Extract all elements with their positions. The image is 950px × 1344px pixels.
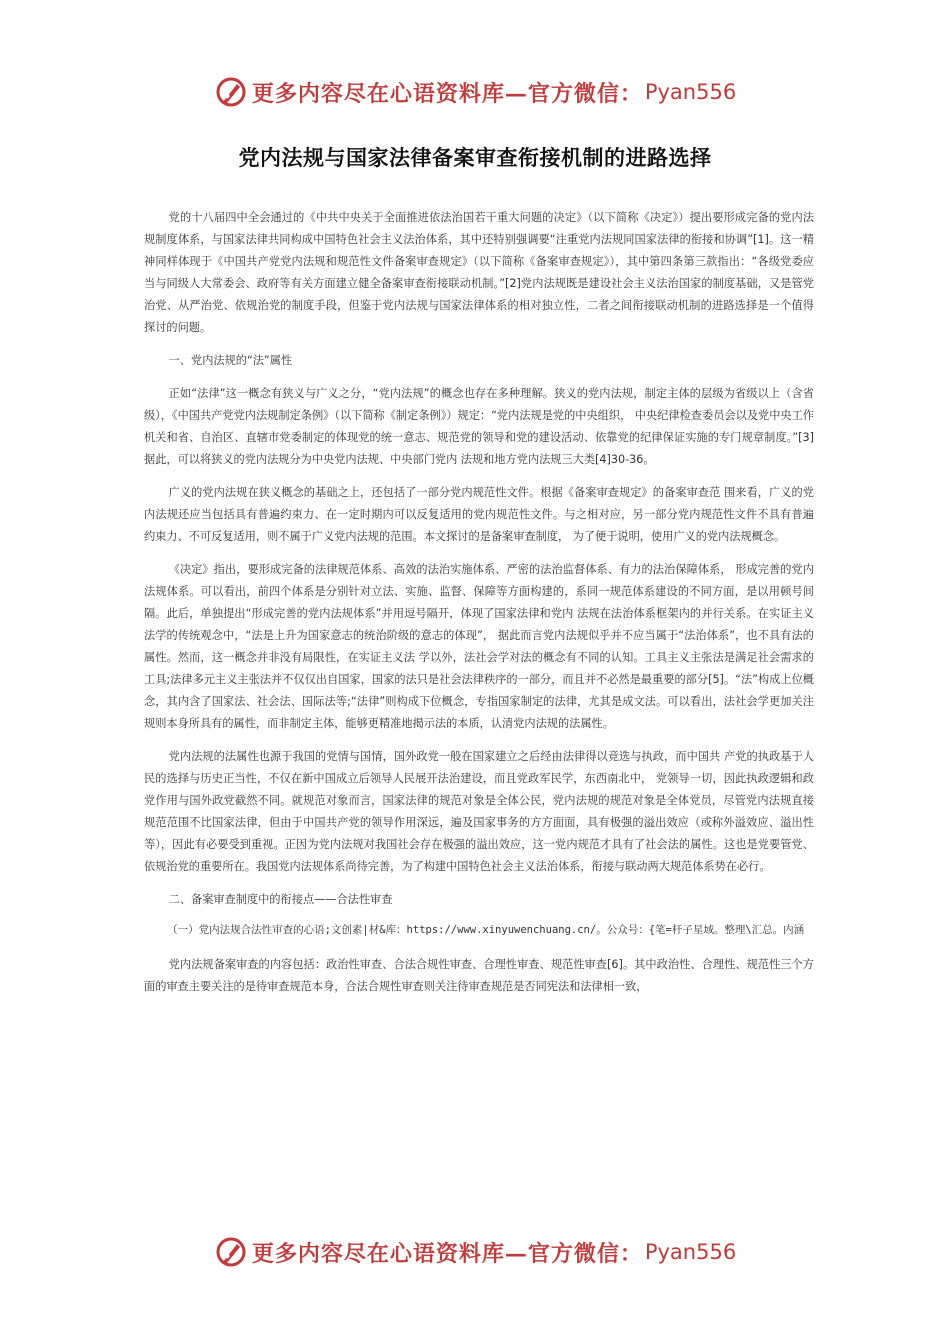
section-heading: 一、党内法规的“法”属性 xyxy=(168,354,293,367)
banner-text: 更多内容尽在心语资料库—官方微信： xyxy=(251,80,643,107)
pen-logo-icon xyxy=(214,1235,248,1269)
section-heading: 二、备案审查制度中的衔接点——合法性审查 xyxy=(168,893,393,906)
paragraph: 《决定》指出，要形成完备的法律规范体系、高效的法治实施体系、严密的法治监督体系、有力的法治保障体系， 形成完善的党内法规体系。可以看出，前四个体系是分别针对立法、实施、监督、保障等方面构建的，系同一规范体系建设的不同方面，是以用顿号间隔。此后，单独提出“形成完善的党内法规体系”并用逗号隔开，体现了国家法律和党内 法规在法治体系框架内的并行关系。在实证主义法学的传统观念中，“法是上升为国家意志的统治阶级的意志的体现”， 据此而言党内法规似乎并不应当属于“法治体系”，也不具有法的属性。然而，这一概念并非没有局限性，在实证主义法 学以外，法社会学对法的概念有不同的认知。工具主义主张法是满足社会需求的工具;法律多元主义主张法并不仅仅出自国家，国家的法只是社会法律秩序的一部分，而且并不必然是最重要的部分[5]。“法”构成上位概念，其内含了国家法、社会法、国际法等;“法律”则构成下位概念，专指国家制定的法律，尤其是成文法。可以看出，法社会学更加关注规则本身所具有的属性，而非制定主体，能够更精准地揭示法的本质，认清党内法规的法属性。 xyxy=(144,563,814,730)
paragraph: 正如“法律”这一概念有狭义与广义之分，“党内法规”的概念也存在多种理解。狭义的党内法规，制定主体的层级为省级以上（含省级），《中国共产党党内法规制定条例》（以下简称《制定条例》）规定：“党内法规是党的中央组织， 中央纪律检查委员会以及党中央工作机关和省、自治区、直辖市党委制定的体现党的统一意志、规范党的领导和党的建设活动、依靠党的纪律保证实施的专门规章制度。”[3]据此，可以将狭义的党内法规分为中央党内法规、中央部门党内 法规和地方党内法规三大类[4]30-36。 xyxy=(144,387,814,466)
banner-text: 更多内容尽在心语资料库—官方微信： xyxy=(251,1240,643,1267)
banner-handle: Pyan556 xyxy=(644,80,737,104)
paragraph: 党内法规备案审查的内容包括：政治性审查、合法合规性审查、合理性审查、规范性审查[6]。其中政治性、合理性、规范性三个方面的审查主要关注的是待审查规范本身，合法合规性审查则关注待审查规范是否同宪法和法律相一致， xyxy=(144,958,814,993)
banner-handle: Pyan556 xyxy=(644,1240,737,1264)
document-title: 党内法规与国家法律备案审查衔接机制的进路选择 xyxy=(238,146,712,170)
paragraph: 党的十八届四中全会通过的《中共中央关于全面推进依法治国若干重大问题的决定》（以下简称《决定》）提出要形成完备的党内法规制度体系，与国家法律共同构成中国特色社会主义法治体系，其中还特别强调要“注重党内法规同国家法律的衔接和协调”[1]。这一精神同样体现于《中国共产党党内法规和规范性文件备案审查规定》（以下简称《备案审查规定》），其中第四条第三款指出：“各级党委应当与同级人大常委会、政府等有关方面建立健全备案审查衔接联动机制。”[2]党内法规既是建设社会主义法治国家的制度基础，又是管党治党、从严治党、依规治党的制度手段，但鉴于党内法规与国家法律体系的相对独立性，二者之间衔接联动机制的进路选择是一个值得探讨的问题。 xyxy=(144,211,814,334)
pen-logo-icon xyxy=(214,75,248,109)
paragraph: 党内法规的法属性也源于我国的党情与国情，国外政党一般在国家建立之后经由法律得以竞选与执政，而中国共 产党的执政基于人民的选择与历史正当性，不仅在新中国成立后领导人民展开法治建设，而且党政军民学，东西南北中， 党领导一切，因此执政逻辑和政党作用与国外政党截然不同。就规范对象而言，国家法律的规范对象是全体公民，党内法规的规范对象是全体党员，尽管党内法规直接规范范围不比国家法律，但由于中国共产党的领导作用深远，遍及国家事务的方方面面，具有极强的溢出效应（或称外溢效应、溢出性等），因此有必要受到重视。正因为党内法规对我国社会存在极强的溢出效应，这一党内规范才具有了社会法的属性。这也是党要管党、依规治党的重要所在。我国党内法规体系尚待完善，为了构建中国特色社会主义法治体系，衔接与联动两大规范体系势在必行。 xyxy=(144,750,814,873)
paragraph: 广义的党内法规在狭义概念的基础之上，还包括了一部分党内规范性文件。根据《备案审查规定》的备案审查范 围来看，广义的党内法规还应当包括具有普遍约束力、在一定时期内可以反复适用的党内规范性文件。与之相对应，另一部分党内规范性文件不具有普遍约束力、不可反复适用，则不属于广义党内法规的范围。本文探讨的是备案审查制度， 为了便于说明，使用广义的党内法规概念。 xyxy=(144,486,814,543)
document-body xyxy=(144,207,814,1009)
watermark-banner-bottom xyxy=(0,1232,950,1272)
watermark-banner-top xyxy=(0,72,950,112)
subsection-heading: （一）党内法规合法性审查的心语;文创素|材&库：https://www.xinyuwenchuang.cn/。公众号：{笔=杆子星域。整理\汇总。内涵 xyxy=(167,924,805,936)
